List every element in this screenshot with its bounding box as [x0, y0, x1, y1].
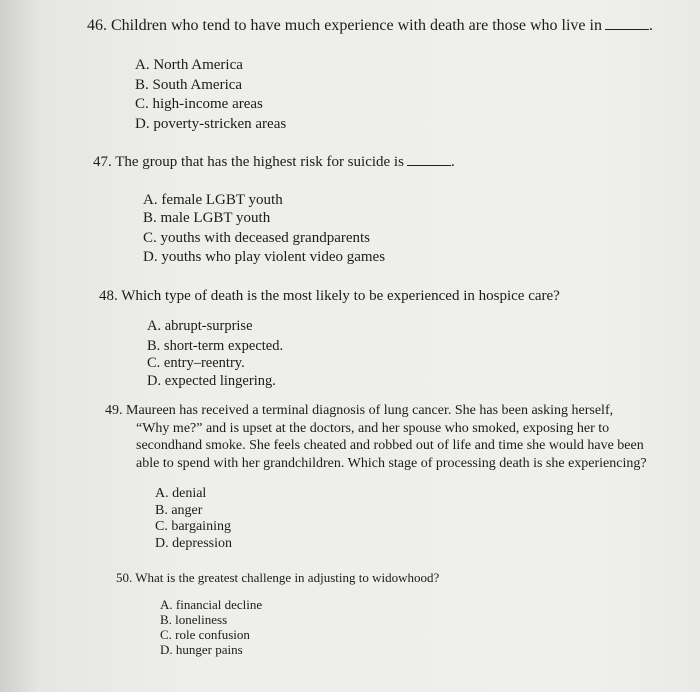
option-48-b: B. short-term expected. [147, 338, 284, 354]
question-text: The group that has the highest risk for suicide is [115, 154, 404, 170]
question-46: 46. Children who tend to have much experience with death are those who live in . [87, 17, 653, 34]
question-48 [99, 288, 560, 305]
question-text-line: “Why me?” and is upset at the doctors, and her spouse who smoked, exposing her to [136, 420, 610, 436]
answer-blank [407, 165, 451, 166]
question-47: 47. The group that has the highest risk for suicide is . [93, 154, 455, 170]
option-46-a: A. North America [135, 57, 243, 73]
question-number: 49. [105, 403, 123, 418]
question-49 [105, 402, 647, 472]
option-46-d: D. poverty-stricken areas [135, 116, 287, 132]
option-50-d: D. hunger pains [160, 642, 243, 657]
question-text-line: Maureen has received a terminal diagnosis of lung cancer. She has been asking herself, [126, 403, 614, 418]
option-49-d: D. depression [155, 536, 232, 551]
option-49-b: B. anger [155, 503, 203, 518]
question-text-line: able to spend with her grandchildren. Which stage of processing death is she experiencing? [136, 455, 647, 471]
option-50-c: C. role confusion [160, 627, 250, 642]
question-text: Which type of death is the most likely to be experienced in hospice care? [121, 288, 560, 304]
option-48-c: C. entry–reentry. [147, 355, 245, 371]
question-50 [116, 570, 439, 586]
option-49-c: C. bargaining [155, 519, 231, 534]
question-number: 46. [87, 17, 107, 34]
option-49-a: A. denial [155, 486, 207, 501]
option-47-a: A. female LGBT youth [143, 192, 283, 208]
option-47-d: D. youths who play violent video games [143, 249, 386, 265]
option-46-b: B. South America [135, 77, 243, 93]
option-50-a: A. financial decline [160, 597, 263, 612]
question-text-line: secondhand smoke. She feels cheated and robbed out of life and time she would have been [136, 438, 644, 453]
answer-blank [605, 29, 649, 30]
option-46-c: C. high-income areas [135, 96, 263, 112]
option-48-a: A. abrupt-surprise [147, 318, 253, 334]
question-text: Children who tend to have much experience with death are those who live in [111, 17, 602, 34]
question-text: What is the greatest challenge in adjusting to widowhood? [135, 570, 440, 585]
option-50-b: B. loneliness [160, 612, 228, 627]
option-47-b: B. male LGBT youth [143, 210, 271, 226]
question-number: 50. [116, 570, 133, 585]
option-48-d: D. expected lingering. [147, 373, 276, 389]
question-number: 47. [93, 154, 112, 170]
option-47-c: C. youths with deceased grandparents [143, 230, 371, 246]
question-number: 48. [99, 288, 118, 304]
